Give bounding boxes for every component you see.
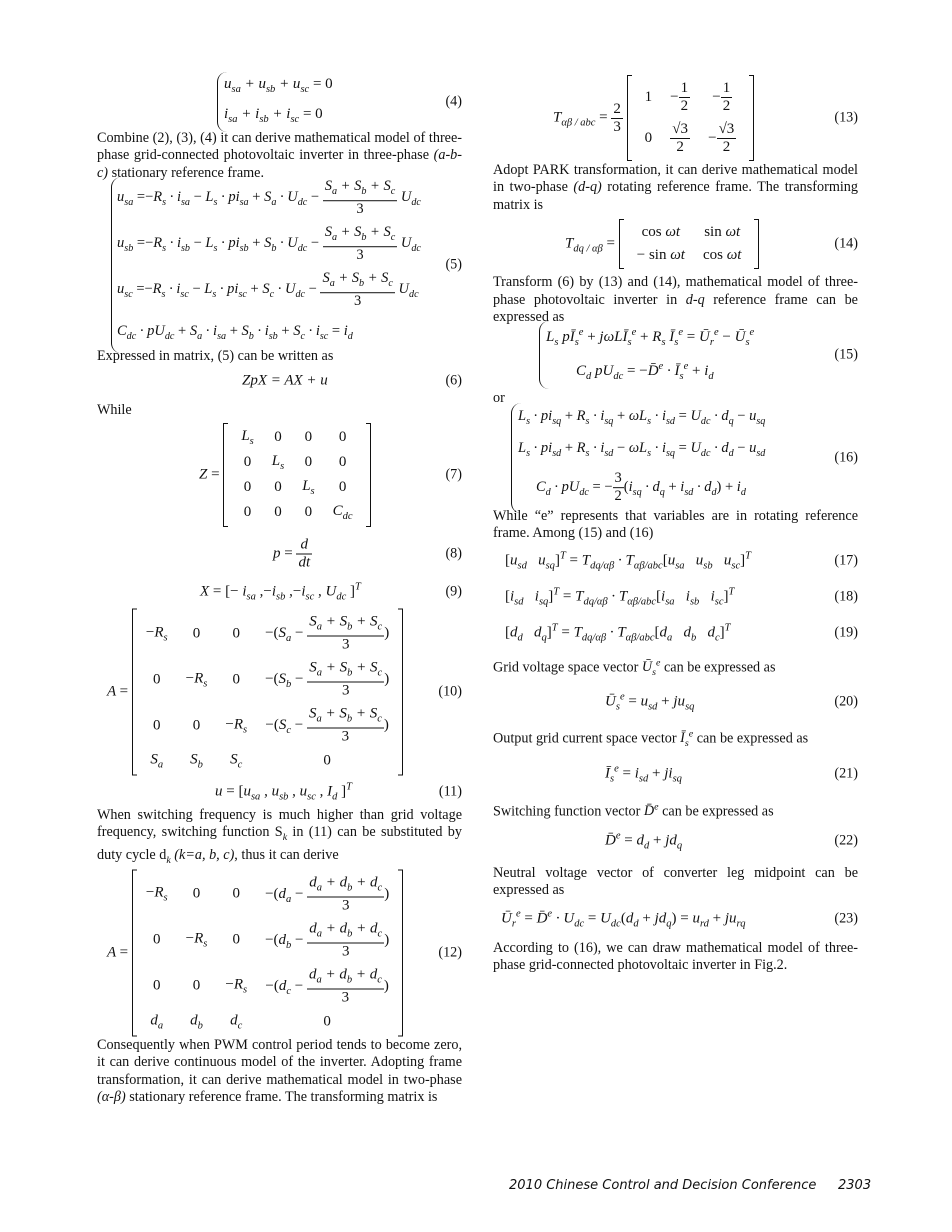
equation-15-number: (15) [834,346,858,363]
paragraph-combine: Combine (2), (3), (4) it can derive mathematical model of three-phase grid-connected photovoltaic inverter in three-phase (a-b-c) stationary reference frame. [97,130,462,181]
equation-8-number: (8) [445,545,462,562]
equation-11: $u = [u_{sa}$ , $u_{sb}$ , $u_{sc}$ , $I_d$ ]$^T$ (11) [215,781,462,803]
equation-22: D̄$^e$ = $d_d + jd_q$ (22) [605,830,858,852]
equation-18: [$i_{sd}$ $i_{sq}]^T = T_{dq/\alpha\beta} \cdot T_{\alpha\beta/abc}[i_{sa}$ $i_{sb}$ $i_{sc}]^T$ (18) [505,586,858,608]
conference-name: 2010 Chinese Control and Decision Conference [509,1178,817,1193]
equation-4: $u_{sa} + u_{sb} + u_{sc} = 0$ $i_{sa} + i_{sb} + i_{sc} = 0$ (4) [97,74,462,130]
paragraph-conclusion: According to (16), we can draw mathematical model of three-phase grid-connected photovoltaic inverter in Fig.2. [493,939,858,973]
equation-19-number: (19) [834,624,858,641]
equation-17-number: (17) [834,552,858,569]
equation-12: A = $-R_s$ 0 0 $-(d_a$ − $\frac{d_a + d_b + d_c}{3}$ ) 0 $-R_s$ 0 $-(d_b$ − $\frac{d_a + d_b + d_c}{3}$ ) 0 0 $-R_s$ $-(d_c$ − $\frac{d_a + d_b + d_c}{3}$ ) $d_a$ $d_b$ $d_c$ 0 (12) [97,869,462,1037]
equation-21: $Ī_s^e = i_{sd} + ji_{sq}$ (21) [605,763,858,785]
equation-14-number: (14) [834,235,858,252]
equation-20-number: (20) [834,693,858,710]
equation-20: $Ū_s^e = u_{sd} + ju_{sq}$ (20) [605,691,858,713]
equation-10: A = $-R_s$ 0 0 $-(S_a$ − $\frac{S_a + S_b + S_c}{3}$ ) 0 $-R_s$ 0 $-(S_b$ − $\frac{S_a + S_b + S_c}{3}$ ) 0 0 $-R_s$ $-(S_c$ − $\frac{S_a + S_b + S_c}{3}$ ) $S_a$ $S_b$ $S_c$ 0 (10) [97,607,462,777]
paragraph-rotating: While “e” represents that variables are in rotating reference frame. Among (15) and (16) [493,507,858,542]
equation-16: $L_s \cdot pi_{sq} + R_s \cdot i_{sq} + \omega L_s \cdot i_{sd} = U_{dc} \cdot d_q - u_{sq}$ $L_s \cdot pi_{sd} + R_s \cdot i_{sd} - \omega L_s \cdot i_{sq} = U_{dc} \cdot d_d - u_{sd}$ $C_d \cdot pU_{dc}$ = − $\frac{3}{2}$ $(i_{sq} \cdot d_q + i_{sd} \cdot d_d) + i_d$ (16) [493,408,858,508]
equation-11-number: (11) [438,783,462,800]
equation-9: X = [− $i_{sa}$ $,-i_{sb}$ $,-i_{sc}$ , $U_{dc}$ ]$^T$ (9) [200,581,462,603]
left-column [97,74,462,1107]
equation-5-number: (5) [445,256,462,273]
right-column [493,74,858,974]
paragraph-while: While [97,401,132,418]
equation-10-number: (10) [438,683,462,700]
paragraph-transform: Transform (6) by (13) and (14), mathematical model of three-phase photovoltaic inverter in d-q reference frame can be expressed as [493,274,858,326]
paragraph-or: or [493,390,505,407]
paragraph-park: Adopt PARK transformation, it can derive mathematical model in two-phase (d-q) rotating reference frame. The transforming matrix is [493,162,858,213]
equation-13: $T_{\alpha\beta / abc}$ = $\frac{2}{3}$ 1 − $\frac{1}{2}$ − $\frac{1}{2}$ 0 $\frac{√3}{2}$ − $\frac{√3}{2}$ (13) [493,74,858,162]
paragraph-neutral-voltage: Neutral voltage vector of converter leg midpoint can be expressed as [493,864,858,899]
equation-6: ZpX = AX + u (6) [242,372,462,389]
equation-21-number: (21) [834,765,858,782]
equation-17: [$u_{sd}$ $u_{sq}]^T = T_{dq/\alpha\beta} \cdot T_{\alpha\beta/abc}[u_{sa}$ $u_{sb}$ $u_{sc}]^T$ (17) [505,550,858,572]
equation-23-number: (23) [834,910,858,927]
equation-19: [$d_d$ $d_q]^T = T_{dq/\alpha\beta} \cdot T_{\alpha\beta/abc}[d_a$ $d_b$ $d_c]^T$ (19) [505,622,858,644]
equation-12-number: (12) [438,944,462,961]
equation-6-number: (6) [445,372,462,389]
paragraph-continuous-model: Consequently when PWM control period tends to become zero, it can derive continuous model of the inverter. Adopting frame transformation, it can derive mathematical model in two-phase (α-β) stationary reference frame. The transforming matrix is [97,1036,462,1106]
equation-9-number: (9) [445,583,462,600]
equation-18-number: (18) [834,588,858,605]
equation-4-number: (4) [445,93,462,110]
equation-8: p = $\frac{d}{dt}$ (8) [273,536,462,571]
equation-23: $Ū_r^e$ = D̄$^e$ · $U_{dc} = U_{dc}(d_d + jd_q) = u_{rd} + ju_{rq}$ (23) [501,908,858,930]
equation-13-number: (13) [834,109,858,126]
paragraph-grid-voltage: Grid voltage space vector $Ū_s^e$ can be expressed as [493,657,776,679]
page-number: 2303 [838,1178,872,1193]
equation-15: $L_s$ $pĪ_s^e$ + jωLĪ$_s^e$ + $R_s$ $Ī_s^e$ = $Ū_r^e$ − $Ū_s^e$ $C_d$ $pU_{dc}$ = −D̄$^e$ · $Ī_s^e + i_d$ (15) [493,326,858,384]
paragraph-matrix-form: Expressed in matrix, (5) can be written as [97,348,334,365]
equation-7: Z = $L_s$ 0 0 0 0 $L_s$ 0 0 0 0 $L_s$ 0 0 0 0 $C_{dc}$ (7) [97,419,462,531]
equation-5: $u_{sa} =-R_s \cdot i_{sa} - L_s \cdot pi_{sa} + S_a \cdot U_{dc}$ − $\frac{S_a + S_b + S_c}{3}$ $U_{dc}$ $u_{sb} =-R_s \cdot i_{sb} - L_s \cdot pi_{sb} + S_b \cdot U_{dc}$ − $\frac{S_a + S_b + S_c}{3}$ $U_{dc}$ $u_{sc} =-R_s \cdot i_{sc} - L_s \cdot pi_{sc} + S_c \cdot U_{dc}$ − $\frac{S_a + S_b + S_c}{3}$ $U_{dc}$ $C_{dc} \cdot pU_{dc} + S_a \cdot i_{sa} + S_b \cdot i_{sb} + S_c \cdot i_{sc} = i_d$ (5) [97,182,462,348]
equation-16-number: (16) [834,449,858,466]
equation-7-number: (7) [445,466,462,483]
paragraph-switching: When switching frequency is much higher than grid voltage frequency, switching function $S_k$ in (11) can be substituted by duty cycle $d_k$ (k=a, b, c), thus it can derive [97,807,462,866]
paragraph-switching-vector: Switching function vector D̄$^e$ can be expressed as [493,801,774,820]
equation-14: $T_{dq / \alpha\beta}$ = cos ωt sin ωt − sin ωt cos ωt (14) [493,214,858,274]
paragraph-grid-current: Output grid current space vector $Ī_s^e$ can be expressed as [493,728,809,750]
equation-22-number: (22) [834,832,858,849]
